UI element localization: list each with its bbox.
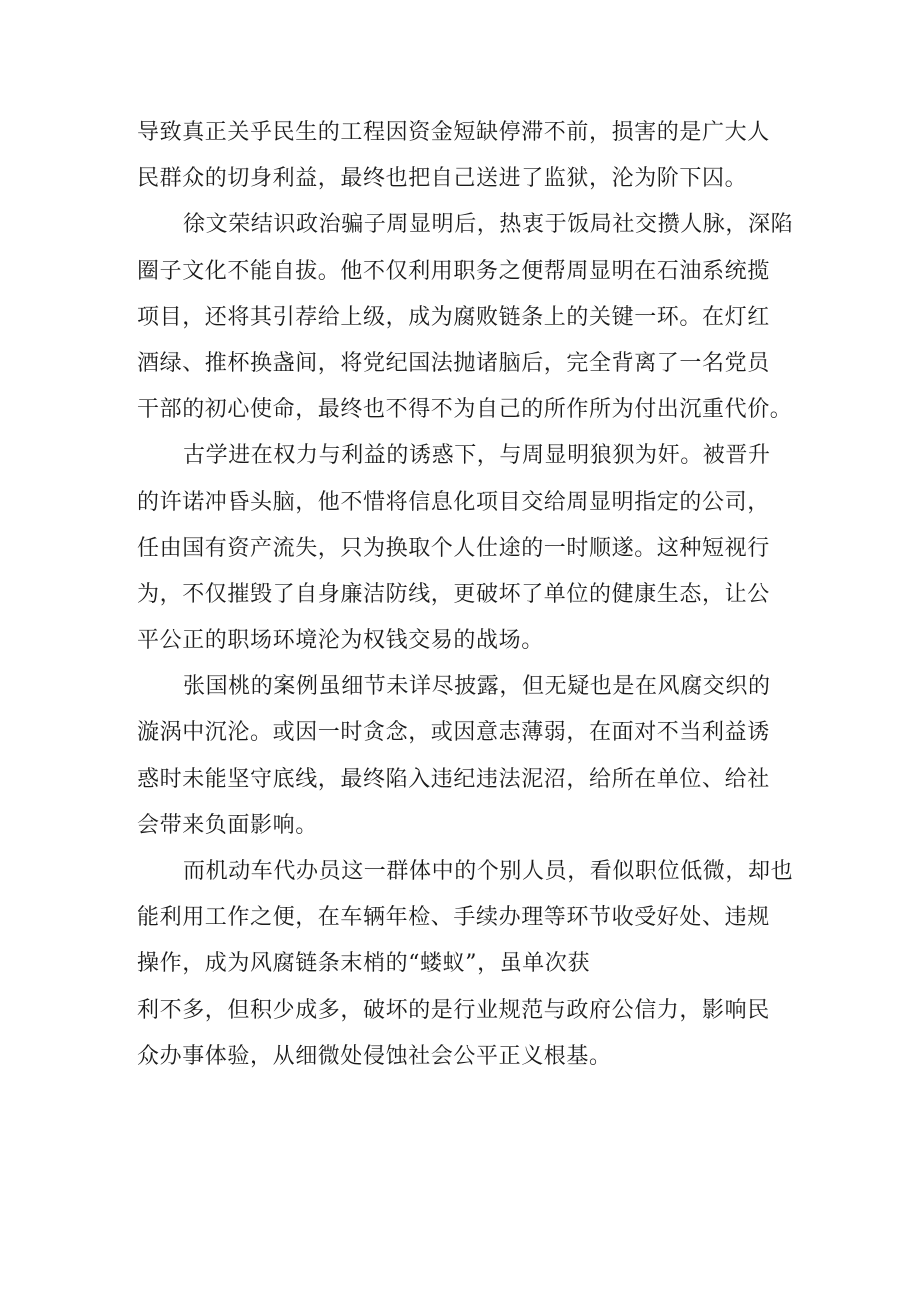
text-line: 民群众的切身利益，最终也把自己送进了监狱，沦为阶下囚。 — [137, 166, 748, 192]
text-line: 漩涡中沉沦。或因一时贪念，或因意志薄弱，在面对不当利益诱 — [137, 720, 770, 746]
text-line: 利不多，但积少成多，破坏的是行业规范与政府公信力，影响民 — [137, 997, 770, 1023]
text-line: 操作，成为风腐链条末梢的“蝼蚁”，虽单次获 — [137, 951, 591, 977]
paragraph-start-line: 张国桃的案例虽细节未详尽披露，但无疑也是在风腐交织的 — [183, 674, 771, 700]
text-line: 导致真正关乎民生的工程因资金短缺停滞不前，损害的是广大人 — [137, 120, 770, 145]
text-line: 的许诺冲昏头脑，他不惜将信息化项目交给周显明指定的公司， — [137, 489, 770, 515]
text-line: 任由国有资产流失，只为换取个人仕途的一时顺遂。这种短视行 — [137, 535, 770, 561]
text-line: 惑时未能坚守底线，最终陷入违纪违法泥沼，给所在单位、给社 — [137, 766, 770, 792]
paragraph-start-line: 古学进在权力与利益的诱惑下，与周显明狼狈为奸。被晋升 — [183, 443, 771, 469]
text-line: 众办事体验，从细微处侵蚀社会公平正义根基。 — [137, 1043, 612, 1069]
text-line: 会带来负面影响。 — [137, 812, 318, 838]
text-line: 为，不仅摧毁了自身廉洁防线，更破坏了单位的健康生态，让公 — [137, 581, 770, 607]
text-line: 干部的初心使命，最终也不得不为自己的所作所为付出沉重代价。 — [137, 397, 793, 423]
text-line: 能利用工作之便，在车辆年检、手续办理等环节收受好处、违规 — [137, 905, 770, 931]
paragraph-start-line: 徐文荣结识政治骗子周显明后，热衷于饭局社交攒人脉，深陷 — [183, 212, 794, 238]
text-line: 酒绿、推杯换盏间，将党纪国法抛诸脑后，完全背离了一名党员 — [137, 350, 770, 376]
document-body — [137, 110, 797, 1080]
text-line: 圈子文化不能自拔。他不仅利用职务之便帮周显明在石油系统揽 — [137, 258, 770, 284]
text-line: 项目，还将其引荐给上级，成为腐败链条上的关键一环。在灯红 — [137, 304, 770, 330]
paragraph-start-line: 而机动车代办员这一群体中的个别人员，看似职位低微，却也 — [183, 859, 794, 884]
text-line: 平公正的职场环境沦为权钱交易的战场。 — [137, 628, 544, 654]
